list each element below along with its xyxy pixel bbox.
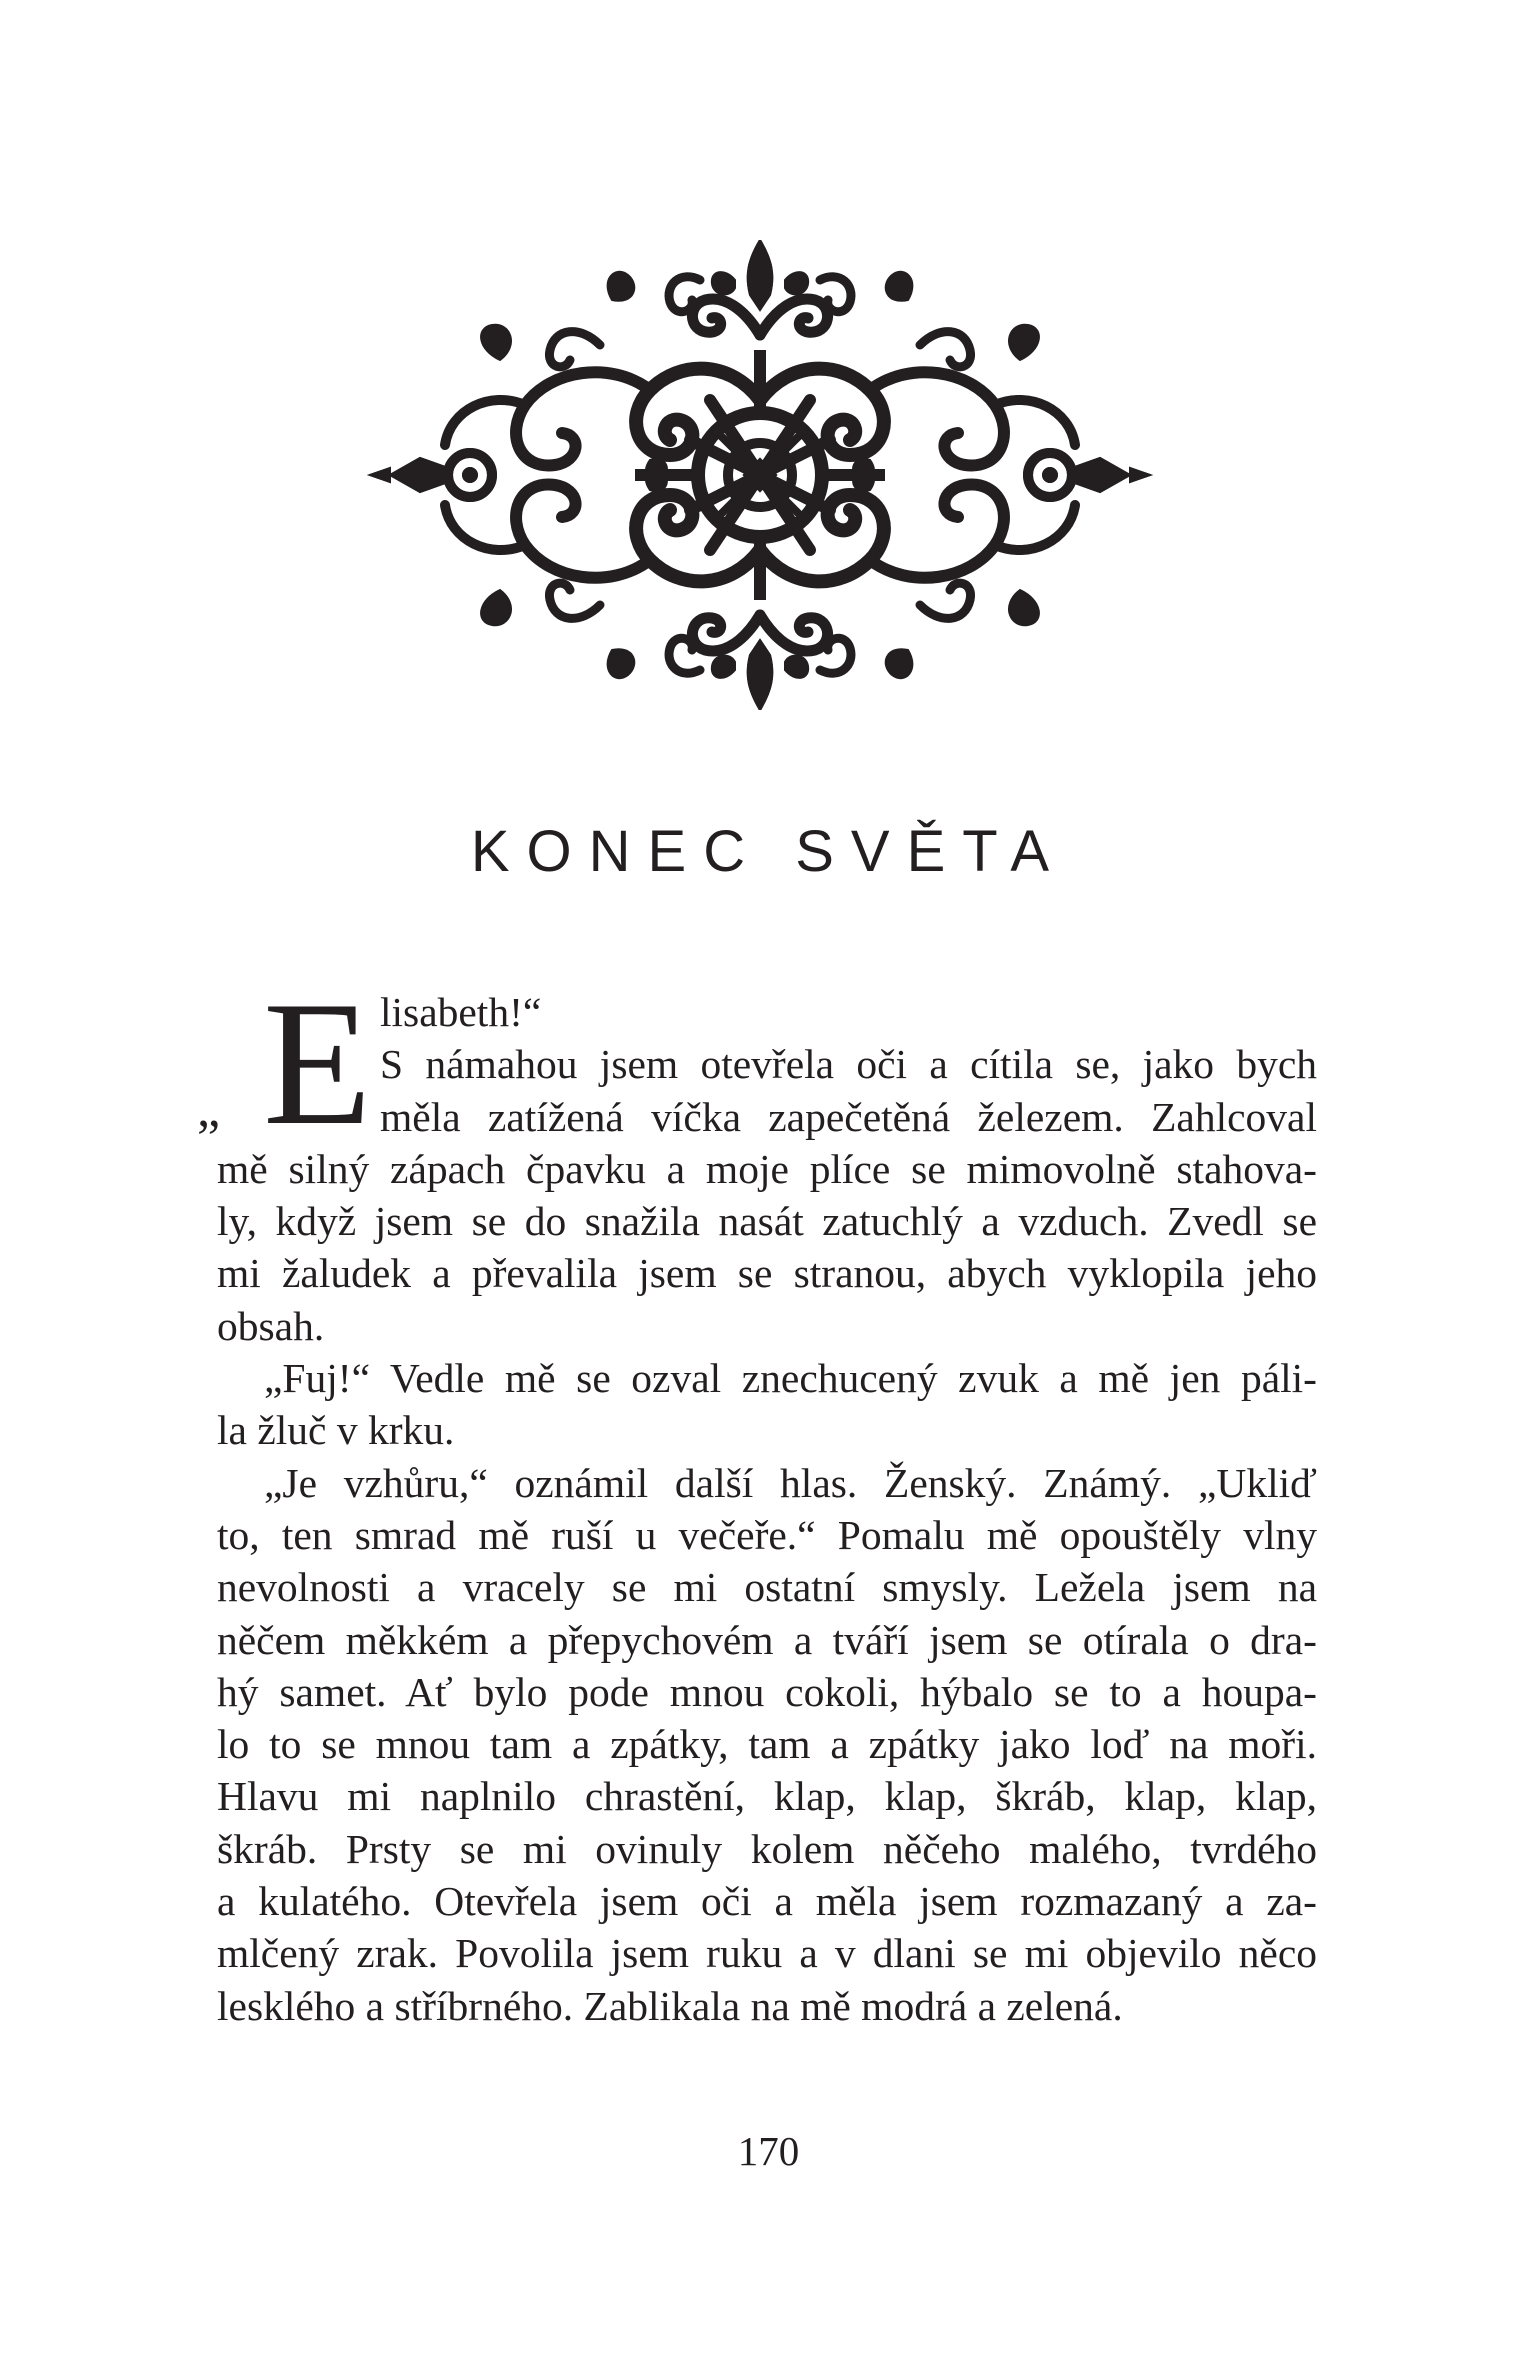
- text-line: lesklého a stříbrného. Zablikala na mě modrá a zelená.: [217, 1982, 1123, 2029]
- chapter-body: [197, 964, 1317, 2032]
- paragraph-1: [197, 964, 1317, 1352]
- text-line: mlčený zrak. Povolila jsem ruku a v dlani se mi objevilo něco: [217, 1930, 1317, 1977]
- text-line: a kulatého. Otevřela jsem oči a měla jsem rozmazaný a za-: [217, 1878, 1317, 1925]
- text-line: něčem měkkém a přepychovém a tváří jsem se otírala o dra-: [217, 1616, 1317, 1663]
- chapter-title: KONEC SVĚTA: [470, 819, 1067, 884]
- text-line: mi žaludek a převalila jsem se stranou, abych vyklopila jeho: [217, 1250, 1317, 1297]
- paragraph-2: [217, 1352, 1317, 1457]
- text-line: Hlavu mi naplnilo chrastění, klap, klap, škráb, klap, klap,: [217, 1773, 1317, 1820]
- text-line: lisabeth!“: [380, 989, 542, 1035]
- text-line: lo to se mnou tam a zpátky, tam a zpátky jako loď na moři.: [217, 1721, 1317, 1768]
- text-line: la žluč v krku.: [217, 1407, 455, 1454]
- text-line: „Fuj!“ Vedle mě se ozval znechucený zvuk a mě jen páli-: [264, 1355, 1317, 1402]
- text-line: mě silný zápach čpavku a moje plíce se mimovolně stahova-: [217, 1145, 1317, 1192]
- ornament-icon: [350, 240, 1170, 710]
- text-line: ly, když jsem se do snažila nasát zatuchlý a vzduch. Zvedl se: [217, 1198, 1317, 1245]
- text-line: „Je vzhůru,“ oznámil další hlas. Ženský. Známý. „Ukliď: [264, 1459, 1317, 1506]
- text-line: to, ten smrad mě ruší u večeře.“ Pomalu mě opouštěly vlny: [217, 1511, 1317, 1558]
- text-line: hý samet. Ať bylo pode mnou cokoli, hýbalo se to a houpa-: [217, 1668, 1317, 1715]
- drop-cap: E: [263, 964, 372, 1162]
- text-line: obsah.: [217, 1302, 325, 1349]
- opening-quote: „: [197, 1081, 221, 1138]
- page-number: 170: [737, 2128, 800, 2174]
- paragraph-3: [217, 1457, 1317, 2032]
- text-line: měla zatížená víčka zapečetěná železem. Zahlcoval: [380, 1093, 1317, 1140]
- text-line: škráb. Prsty se mi ovinuly kolem něčeho malého, tvrdého: [217, 1825, 1317, 1872]
- text-line: S námahou jsem otevřela oči a cítila se, jako bych: [380, 1041, 1317, 1088]
- text-line: nevolnosti a vracely se mi ostatní smysly. Ležela jsem na: [217, 1564, 1317, 1611]
